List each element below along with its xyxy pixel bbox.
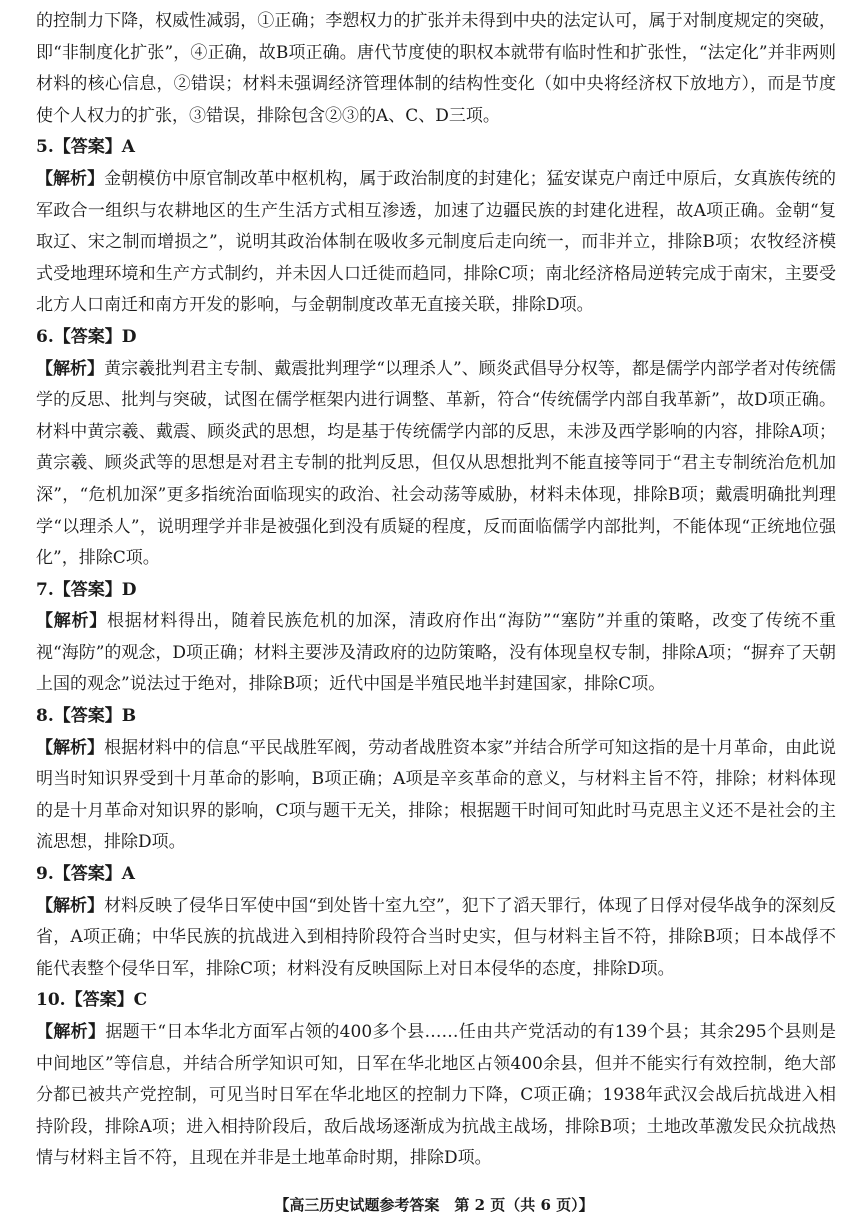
answer-label: 【答案】	[53, 137, 122, 158]
item-number: 6.	[36, 326, 54, 347]
analysis-label: 【解析】	[36, 895, 105, 916]
analysis-paragraph	[36, 891, 836, 986]
answer-value: A	[121, 864, 135, 885]
answer-line	[36, 575, 836, 607]
analysis-paragraph	[36, 606, 836, 701]
answer-value: B	[121, 706, 137, 727]
answer-item-5	[36, 132, 836, 322]
answer-line	[36, 322, 836, 354]
analysis-text: 根据材料得出，随着民族危机的加深，清政府作出“海防”“塞防”并重的策略，改变了传统不重视“海防”的观念，D项正确；材料主要涉及清政府的边防策略，没有体现皇权专制，排除A项；“摒弃了天朝上国的观念”说法过于绝对，排除B项；近代中国是半殖民地半封建国家，排除C项。	[36, 611, 837, 695]
analysis-text: 据题干“日本华北方面军占领的400多个县……任由共产党活动的有139个县；其余295个县则是中间地区”等信息，并结合所学知识可知，日军在华北地区占领400余县，但并不能实行有效控制，绝大部分都已被共产党控制，可见当时日军在华北地区的控制力下降，C项正确；1938年武汉会战后抗战进入相持阶段，排除A项；进入相持阶段后，敌后战场逐渐成为抗战主战场，排除B项；土地改革激发民众抗战热情与材料主旨不符，且现在并非是土地革命时期，排除D项。	[36, 1022, 837, 1169]
answer-label: 【答案】	[65, 990, 134, 1011]
answer-label: 【答案】	[53, 326, 122, 347]
analysis-label: 【解析】	[36, 168, 105, 189]
page-content	[36, 6, 836, 1175]
analysis-paragraph	[36, 1017, 836, 1175]
answer-line	[36, 701, 836, 733]
item-number: 7.	[36, 579, 54, 600]
answer-value: C	[133, 990, 148, 1011]
answer-item-9	[36, 859, 836, 985]
intro-paragraph: 的控制力下降，权威性减弱，①正确；李愬权力的扩张并未得到中央的法定认可，属于对制度规定的突破，即“非制度化扩张”，④正确，故B项正确。唐代节度使的职权本就带有临时性和扩张性，“法定化”并非两则材料的核心信息，②错误；材料未强调经济管理体制的结构性变化（如中央将经济权下放地方），而是节度使个人权力的扩张，③错误，排除包含②③的A、C、D三项。	[36, 11, 836, 126]
analysis-paragraph	[36, 354, 836, 575]
analysis-text: 金朝模仿中原官制改革中枢机构，属于政治制度的封建化；猛安谋克户南迁中原后，女真族传统的军政合一组织与农耕地区的生产生活方式相互渗透，加速了边疆民族的封建化进程，故A项正确。金朝“复取辽、宋之制而增损之”，说明其政治体制在吸收多元制度后走向统一，而非并立，排除B项；农牧经济模式受地理环境和生产方式制约，并未因人口迁徙而趋同，排除C项；南北经济格局逆转完成于南宋，主要受北方人口南迁和南方开发的影响，与金朝制度改革无直接关联，排除D项。	[36, 168, 837, 316]
analysis-label: 【解析】	[36, 358, 105, 379]
analysis-label: 【解析】	[36, 1022, 106, 1042]
page-footer: 【高三历史试题参考答案 第 2 页（共 6 页）】	[274, 1196, 594, 1214]
answer-label: 【答案】	[53, 579, 122, 600]
analysis-text: 根据材料中的信息“平民战胜军阀，劳动者战胜资本家”并结合所学可知这指的是十月革命，由此说明当时知识界受到十月革命的影响，B项正确；A项是辛亥革命的意义，与材料主旨不符，排除；材料体现的是十月革命对知识界的影响，C项与题干无关，排除；根据题干时间可知此时马克思主义还不是社会的主流思想，排除D项。	[36, 737, 836, 853]
analysis-label: 【解析】	[36, 611, 108, 632]
answer-item-6	[36, 322, 836, 575]
answer-line	[36, 132, 836, 164]
analysis-text: 黄宗羲批判君主专制、戴震批判理学“以理杀人”、顾炎武倡导分权等，都是儒学内部学者对传统儒学的反思、批判与突破，试图在儒学框架内进行调整、革新，符合“传统儒学内部自我革新”，故D项正确。材料中黄宗羲、戴震、顾炎武的思想，均是基于传统儒学内部的反思，未涉及西学影响的内容，排除A项；黄宗羲、顾炎武等的思想是对君主专制的批判反思，但仅从思想批判不能直接等同于“君主专制统治危机加深”，“危机加深”更多指统治面临现实的政治、社会动荡等威胁，材料未体现，排除B项；戴震明确批判理学“以理杀人”，说明理学并非是被强化到没有质疑的程度，反而面临儒学内部批判，不能体现“正统地位强化”，排除C项。	[36, 358, 836, 569]
answer-value: A	[121, 137, 135, 158]
answer-value: D	[121, 326, 137, 347]
analysis-text: 材料反映了侵华日军使中国“到处皆十室九空”，犯下了滔天罪行，体现了日俘对侵华战争的深刻反省，A项正确；中华民族的抗战进入到相持阶段符合当时史实，但与材料主旨不符，排除B项；日本战俘不能代表整个侵华日军，排除C项；材料没有反映国际上对日本侵华的态度，排除D项。	[36, 895, 836, 979]
analysis-paragraph	[36, 164, 836, 322]
answer-value: D	[121, 579, 137, 600]
answer-line	[36, 985, 836, 1017]
answer-item-7	[36, 575, 836, 701]
answer-label: 【答案】	[53, 706, 122, 727]
item-number: 5.	[36, 137, 54, 158]
analysis-label: 【解析】	[36, 737, 105, 758]
answer-item-8	[36, 701, 836, 859]
answer-label: 【答案】	[53, 864, 122, 885]
analysis-paragraph	[36, 733, 836, 859]
item-number: 10.	[36, 990, 66, 1011]
item-number: 9.	[36, 864, 54, 885]
item-number: 8.	[36, 706, 54, 727]
answer-line	[36, 859, 836, 891]
answer-item-10	[36, 985, 836, 1175]
